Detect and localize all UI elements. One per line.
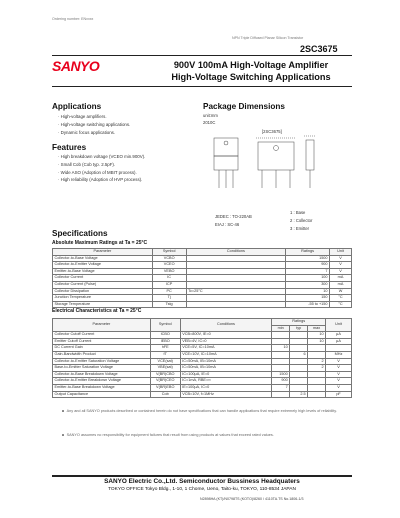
cell: Tc=25°C (186, 288, 286, 295)
cell (290, 384, 308, 391)
table-row (53, 351, 352, 358)
cell: Collector-to-Emitter Voltage (53, 262, 153, 269)
cell (290, 345, 308, 352)
list-item: · High-voltage amplifiers. (58, 114, 107, 119)
jedec-label: JEDEC : TO-220AB (215, 214, 252, 219)
cell: Tstg (152, 301, 186, 308)
cell: 150 (286, 295, 330, 302)
cell (308, 391, 326, 398)
cell (272, 358, 290, 365)
cell: 1500 (272, 371, 290, 378)
table-header-row (53, 319, 352, 326)
pin-2-label: 2 : Collector (290, 218, 313, 223)
list-item: · High-voltage switching applications. (58, 121, 131, 127)
col-header: Unit (330, 249, 352, 256)
cell: VCE=10V, IC=10mA (180, 351, 272, 358)
cell (308, 351, 326, 358)
cell (272, 391, 290, 398)
table-row (53, 288, 352, 295)
table-row (53, 391, 352, 398)
col-header: Parameter (53, 249, 153, 256)
cell: V (326, 378, 352, 385)
cell: 10 (286, 288, 330, 295)
cell: V (326, 384, 352, 391)
part-number: 2SC3675 (300, 44, 338, 54)
cell: Storage Temperature (53, 301, 153, 308)
cell: IC=100μA, IE=0 (180, 371, 272, 378)
cell: IEBO (150, 338, 180, 345)
footer-address: TOKYO OFFICE Tokyo Bldg., 1-10, 1 Chome, Ueno, Taito-ku, TOKYO, 110-8534 JAPAN (108, 487, 296, 492)
cell: V(BR)EBO (150, 384, 180, 391)
sanyo-logo (52, 56, 98, 77)
elec-char-title: Electrical Characteristics at Ta = 25°C (52, 308, 142, 314)
cell: 10 (308, 332, 326, 339)
cell (272, 365, 290, 372)
cell: V(BR)CBO (150, 371, 180, 378)
cell: VCBO (152, 255, 186, 262)
table-row (53, 338, 352, 345)
elec-char-table (52, 318, 352, 398)
list-item: · High breakdown voltage (VCEO min.900V). (58, 154, 146, 159)
cell: Junction Temperature (53, 295, 153, 302)
col-header: Conditions (186, 249, 286, 256)
cell: Tj (152, 295, 186, 302)
cell (308, 371, 326, 378)
cell: V (326, 358, 352, 365)
cell: Collector Current (Pulse) (53, 281, 153, 288)
cell (272, 332, 290, 339)
cell: 2.5 (290, 391, 308, 398)
table-row (53, 332, 352, 339)
package-unit: unit:mm (203, 113, 218, 118)
cell: 900 (286, 262, 330, 269)
table-row (53, 378, 352, 385)
cell: mA (330, 275, 352, 282)
cell: IC=50mA, IB=10mA (180, 358, 272, 365)
cell (308, 345, 326, 352)
cell: hFE (150, 345, 180, 352)
cell: V(BR)CEO (150, 378, 180, 385)
features-list (58, 153, 145, 184)
table-row (53, 281, 352, 288)
cell (186, 281, 286, 288)
cell (186, 268, 286, 275)
table-row (53, 358, 352, 365)
cell (186, 275, 286, 282)
ratings-header: Ratings (272, 319, 326, 326)
cell (186, 255, 286, 262)
cell: IE=100μA, IC=0 (180, 384, 272, 391)
applications-list (58, 113, 130, 136)
package-code: 2010C (203, 120, 216, 125)
cell: Collector-to-Base Breakdown Voltage (53, 371, 151, 378)
cell: 7 (272, 384, 290, 391)
cell: ICBO (150, 332, 180, 339)
applications-heading: Applications (52, 102, 102, 111)
pin-3-label: 3 : Emitter (290, 226, 310, 231)
title-rule (52, 86, 352, 87)
cell (326, 345, 352, 352)
col-header: Ratings (286, 249, 330, 256)
cell: VCB=10V, f=1MHz (180, 391, 272, 398)
cell: V (330, 268, 352, 275)
table-row (53, 268, 352, 275)
pin-1-label: 1 : Base (290, 210, 306, 215)
package-drawing (200, 128, 352, 204)
cell: VEBO (152, 268, 186, 275)
cell: PC (152, 288, 186, 295)
cell (272, 338, 290, 345)
cell: Collector Dissipation (53, 288, 153, 295)
title-line-1: 900V 100mA High-Voltage Amplifier (173, 60, 329, 70)
ordering-number: Ordering number: ENxxxx (52, 17, 94, 21)
cell (290, 358, 308, 365)
list-item: · Small Cob (Cob typ. 2.5pF). (58, 161, 116, 167)
cell: 10 (272, 345, 290, 352)
cell: Collector Current (53, 275, 153, 282)
package-heading: Package Dimensions (203, 102, 285, 111)
abs-max-title: Absolute Maximum Ratings at Ta = 25°C (52, 240, 148, 246)
table-header-row (53, 249, 352, 256)
note-text: SANYO assumes no responsibility for equipment failures that result from using products at values that exceed rated values. (66, 433, 274, 437)
cell: V (326, 371, 352, 378)
cell: Emitter-to-Base Voltage (53, 268, 153, 275)
cell: VCEO (152, 262, 186, 269)
col-header: Symbol (150, 319, 180, 332)
cell: 2 (308, 365, 326, 372)
bullet-icon (62, 434, 64, 436)
cell (186, 301, 286, 308)
table-row (53, 301, 352, 308)
note-2 (62, 432, 342, 438)
cell: 100 (286, 275, 330, 282)
table-row (53, 345, 352, 352)
abs-max-table (52, 248, 352, 308)
list-item: · Dynamic focus applications. (58, 129, 116, 135)
cell: 7 (286, 268, 330, 275)
cell: DC Current Gain (53, 345, 151, 352)
cell: 900 (272, 378, 290, 385)
cell: MHz (326, 351, 352, 358)
cell (308, 384, 326, 391)
cell: V (330, 255, 352, 262)
cell (290, 338, 308, 345)
cell: °C (330, 301, 352, 308)
table-row (53, 255, 352, 262)
table-row (53, 365, 352, 372)
cell: IC=1mA, RBE=∞ (180, 378, 272, 385)
cell (186, 262, 286, 269)
cell: V (326, 365, 352, 372)
cell (290, 371, 308, 378)
cell: Emitter Cutoff Current (53, 338, 151, 345)
col-header: Unit (326, 319, 352, 332)
cell: 10 (308, 338, 326, 345)
cell: -55 to +150 (286, 301, 330, 308)
cell: pF (326, 391, 352, 398)
col-header: min (272, 325, 290, 332)
cell (290, 378, 308, 385)
cell: Cob (150, 391, 180, 398)
title-line-2: High-Voltage Switching Applications (171, 72, 331, 82)
cell: fT (150, 351, 180, 358)
transistor-type: NPN Triple Diffused Planar Silicon Transistor (232, 36, 304, 40)
table-row (53, 371, 352, 378)
features-heading: Features (52, 143, 87, 152)
cell: VEB=4V, IC=0 (180, 338, 272, 345)
cell (186, 295, 286, 302)
col-header: Parameter (53, 319, 151, 332)
cell: ICP (152, 281, 186, 288)
cell: IC=50mA, IB=10mA (180, 365, 272, 372)
cell: IC (152, 275, 186, 282)
cell: μA (326, 338, 352, 345)
cell: 300 (286, 281, 330, 288)
col-header: max (308, 325, 326, 332)
col-header: Conditions (180, 319, 272, 332)
cell: 6 (290, 351, 308, 358)
cell: Collector-to-Emitter Saturation Voltage (53, 358, 151, 365)
cell: 2 (308, 358, 326, 365)
list-item: · Wide ASO (Adoption of MBIT process). (58, 169, 137, 175)
col-header: typ (290, 325, 308, 332)
footer-company: SANYO Electric Co.,Ltd. Semiconductor Bussiness Headquaters (104, 478, 300, 485)
cell: VCE(sat) (150, 358, 180, 365)
bullet-icon (62, 410, 64, 412)
cell: Output Capacitance (53, 391, 151, 398)
cell: VCE=5V, IC=10mA (180, 345, 272, 352)
cell (290, 332, 308, 339)
note-1 (62, 408, 342, 414)
footer-rule (52, 475, 352, 477)
col-header: Symbol (152, 249, 186, 256)
specifications-heading: Specifications (52, 229, 108, 238)
table-row (53, 384, 352, 391)
cell: W (330, 288, 352, 295)
list-item: · High reliability (Adoption of HVP process). (58, 177, 143, 183)
brand-text: SANYO (52, 58, 100, 74)
cell: VBE(sat) (150, 365, 180, 372)
cell: Base-to-Emitter Saturation Voltage (53, 365, 151, 372)
table-row (53, 262, 352, 269)
cell: VCB=800V, IE=0 (180, 332, 272, 339)
cell: mA (330, 281, 352, 288)
table-row (53, 295, 352, 302)
cell: Collector Cutoff Current (53, 332, 151, 339)
cell: μA (326, 332, 352, 339)
cell: 1500 (286, 255, 330, 262)
cell (308, 378, 326, 385)
footer-code: N2898HA (KT)/N0798TS (KOTO)/8260 / 4110TA.TS No.1806-1/3 (200, 497, 304, 501)
cell: Collector-to-Emitter Breakdown Voltage (53, 378, 151, 385)
package-label: [2SC3675] (262, 129, 282, 134)
cell: Emitter-to-Base Breakdown Voltage (53, 384, 151, 391)
table-row (53, 275, 352, 282)
cell (272, 351, 290, 358)
cell: V (330, 262, 352, 269)
cell: °C (330, 295, 352, 302)
cell: Collector-to-Base Voltage (53, 255, 153, 262)
cell: Gain-Bandwidth Product (53, 351, 151, 358)
eiaj-label: EIAJ : SC-46 (215, 222, 240, 227)
cell (290, 365, 308, 372)
note-text: Any and all SANYO products described or contained herein do not have specifications that can handle applications that require extremely high levels of reliability. (66, 409, 337, 413)
